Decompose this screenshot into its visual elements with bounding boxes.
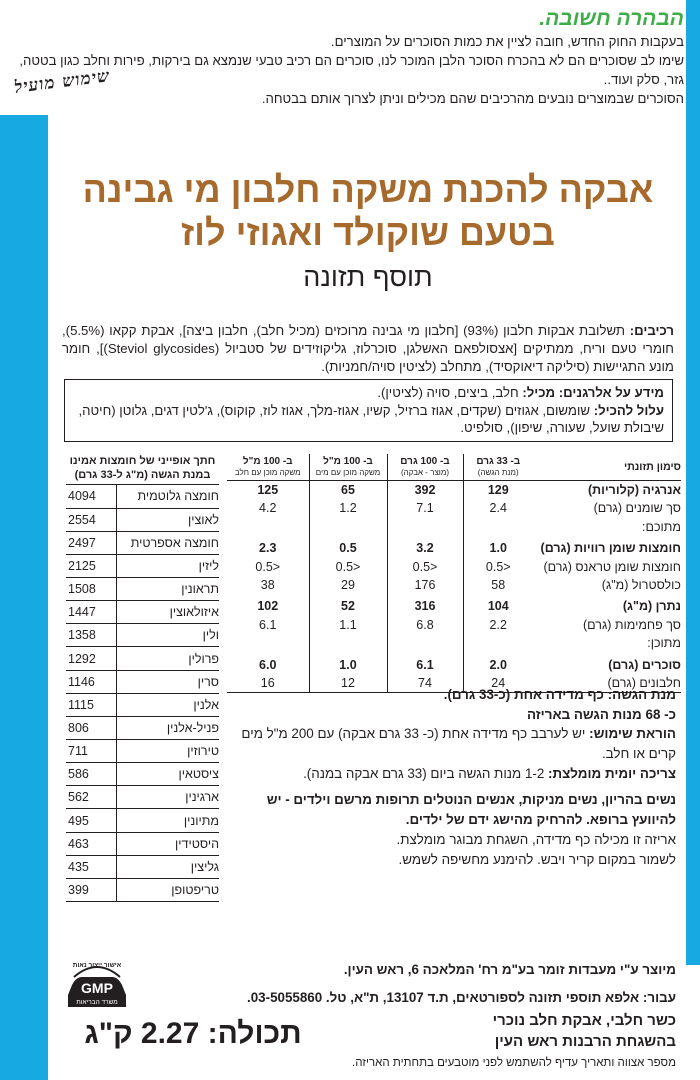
amino-value: 463 — [66, 832, 116, 855]
nutrient-value: 2.0 — [463, 653, 533, 674]
nutrient-value — [387, 634, 463, 652]
kosher-info — [330, 1010, 676, 1052]
allergen-box — [64, 379, 673, 442]
product-subtitle: תוסף תזונה — [303, 262, 433, 292]
warning — [236, 790, 676, 870]
amino-row — [66, 786, 219, 809]
amino-name: איזולאוצין — [116, 601, 219, 624]
amino-name: חומצה אספרטית — [116, 531, 219, 554]
nutrient-value: 1.1 — [309, 616, 387, 634]
amino-name: פרולין — [116, 647, 219, 670]
allergen-may-label: עלול להכיל: — [593, 402, 664, 418]
amino-name: חומצה גלוטמית — [116, 485, 219, 508]
product-title — [60, 168, 676, 254]
serving-size: מנת הגשה: כף מדידה אחת (כ-33 גרם). — [443, 687, 676, 702]
amino-row — [66, 832, 219, 855]
amino-row — [66, 485, 219, 508]
kosher-line-2: בהשגחת הרבנות ראש העין — [494, 1033, 676, 1050]
nutrient-value: <0.5 — [255, 559, 281, 574]
nutrient-name: נתרן (מ"ג) — [622, 599, 681, 614]
signature: שימוש מועיל — [13, 66, 112, 98]
gmp-mark: GMP — [81, 980, 113, 996]
notice-line-1: בעקבות החוק החדש, חובה לציין את כמות הסוכרים על המוצרים. — [330, 34, 684, 49]
nutrient-value: 6.0 — [259, 657, 277, 672]
amino-row — [66, 508, 219, 531]
amino-heading: חתך אופייני של חומצות אמינו במנת הגשה (מ"ג ל-33 גרם) — [66, 454, 219, 485]
amino-row — [66, 578, 219, 601]
amino-value: 562 — [66, 786, 116, 809]
warning-line-1: אריזה זו מכילה כף מדידה, השגחת מבוגר מומלצת. — [396, 832, 676, 847]
amino-name: לאוצין — [116, 508, 219, 531]
nutrient-name: חלבונים (גרם) — [533, 674, 681, 693]
nutrient-name: אנרגיה (קלוריות) — [587, 483, 681, 497]
nutrient-name: סך שומנים (גרם) — [593, 501, 681, 516]
amino-row — [66, 716, 219, 739]
nutrient-value: 316 — [387, 594, 463, 615]
allergen-contains-label: מידע על אלרגנים: מכיל: — [522, 385, 664, 400]
nutrient-value: 65 — [309, 481, 387, 500]
nutrient-value: <0.5 — [463, 558, 533, 576]
daily-label: צריכה יומית מומלצת: — [548, 765, 676, 781]
nutrient-value: 392 — [387, 481, 463, 500]
amino-name: טריפטופן — [116, 878, 219, 901]
nutrition-row — [227, 653, 681, 674]
nutrition-row — [227, 576, 681, 594]
nutrient-value: 1.2 — [309, 499, 387, 517]
nutrient-value: 1.0 — [309, 653, 387, 674]
amino-value: 2497 — [66, 531, 116, 554]
made-by: מיוצר ע"י מעבדות זומר בע"מ רח' המלאכה 6, ראש העין. — [343, 962, 676, 977]
notice-title: הבהרה חשובה. — [539, 7, 684, 30]
nutrition-row — [227, 634, 681, 652]
amino-name: מתיונין — [116, 809, 219, 832]
daily-text: 1-2 מנות הגשה ביום (33 גרם אבקה במנה). — [303, 765, 545, 781]
amino-acid-table — [66, 454, 219, 902]
nutrition-row — [227, 616, 681, 634]
nutrient-value: 2.3 — [259, 541, 277, 556]
nutrition-col-100g: ב- 100 גרם (מוצר - אבקה) — [387, 454, 463, 481]
amino-row — [66, 693, 219, 716]
nutrient-value: 74 — [387, 674, 463, 693]
nutrient-value: 29 — [309, 576, 387, 594]
nutrient-value — [309, 634, 387, 652]
nutrition-header-name: סימון תזונתי — [533, 454, 681, 481]
decorative-frame-left — [0, 115, 48, 1080]
nutrient-value: 0.5 — [309, 536, 387, 557]
packed-for: אלפא תוספי תזונה לספורטאים, ת.ד 13107, ת"א, טל. 03-5055860. — [246, 990, 640, 1005]
ingredients — [62, 322, 674, 376]
nutrition-col-water: ב- 100 מ"ל משקה מוכן עם מים — [309, 454, 387, 481]
nutrient-value: 4.2 — [259, 501, 277, 516]
nutrient-name: חומצות שומן רוויות (גרם) — [540, 541, 681, 556]
nutrition-col-serving: ב- 33 גרם (מנת הגשה) — [463, 454, 533, 481]
amino-name: תראונין — [116, 578, 219, 601]
notice-line-2: שימו לב שסוכרים הם לא בהכרח הסוכר הלבן המוכר לנו, סוכרים הם רכיב טבעי שנמצא גם בירקות, פירות וחלב כגון בטטה, גזר, סלק ועוד.. — [19, 53, 684, 87]
allergen-contains-text: חלב, ביצים, סויה (לציטין). — [377, 385, 519, 400]
directions — [236, 685, 676, 784]
amino-row — [66, 554, 219, 577]
nutrient-name: מתוכם: — [642, 519, 681, 534]
amino-value: 1508 — [66, 578, 116, 601]
ingredients-label: רכיבים: — [629, 323, 674, 338]
decorative-frame-right — [686, 0, 700, 965]
nutrient-value: 38 — [260, 578, 275, 593]
amino-value: 1146 — [66, 670, 116, 693]
amino-name: ציסטאין — [116, 763, 219, 786]
nutrient-value — [227, 518, 309, 536]
amino-value: 1292 — [66, 647, 116, 670]
nutrition-table — [227, 454, 681, 693]
nutrient-value — [387, 518, 463, 536]
amino-value: 2125 — [66, 554, 116, 577]
important-notice — [10, 6, 684, 108]
nutrition-row — [227, 536, 681, 557]
nutrition-row — [227, 518, 681, 536]
notice-line-3: הסוכרים שבמוצרים נובעים מהרכיבים שהם מכילים וניתן לצרוך אותם בבטחה. — [261, 91, 684, 106]
amino-name: אלנין — [116, 693, 219, 716]
amino-row — [66, 647, 219, 670]
product-title-line-1: אבקה להכנת משקה חלבון מי גבינה — [82, 169, 654, 210]
nutrition-row — [227, 499, 681, 517]
amino-row — [66, 763, 219, 786]
nutrient-name: כולסטרול (מ"ג) — [601, 578, 681, 593]
nutrient-value: 129 — [463, 481, 533, 500]
nutrient-value — [227, 634, 309, 652]
nutrition-row — [227, 481, 681, 500]
amino-value: 435 — [66, 855, 116, 878]
nutrient-name: מתוכן: — [647, 636, 681, 651]
amino-row — [66, 670, 219, 693]
net-weight: תכולה: 2.27 ק"ג — [84, 1017, 302, 1050]
amino-name: ארגינין — [116, 786, 219, 809]
nutrition-row — [227, 558, 681, 576]
allergen-may-text: שומשום, אגוזים (שקדים, אגוז ברזיל, קשיו, אגוז-מלך, אגוז לוז, קוקוס), ג'לטין דגים, גלוטן (חיטה, שיבולת שועל, שעורה, שיפון), סולפיט. — [78, 402, 664, 435]
nutrient-value: <0.5 — [309, 558, 387, 576]
amino-name: היסטידין — [116, 832, 219, 855]
nutrient-value: 16 — [227, 674, 309, 693]
amino-row — [66, 809, 219, 832]
nutrient-value — [463, 518, 533, 536]
amino-name: פניל-אלנין — [116, 716, 219, 739]
nutrition-row — [227, 594, 681, 615]
nutrient-value: 12 — [309, 674, 387, 693]
amino-row — [66, 878, 219, 901]
nutrient-value: 104 — [463, 594, 533, 615]
nutrient-value: 125 — [257, 483, 279, 497]
amino-name: ליזין — [116, 554, 219, 577]
nutrient-value: 102 — [257, 599, 279, 614]
nutrient-value: 58 — [463, 576, 533, 594]
amino-name: גליצין — [116, 855, 219, 878]
amino-row — [66, 624, 219, 647]
nutrient-value: 6.1 — [387, 653, 463, 674]
nutrient-value: <0.5 — [387, 558, 463, 576]
amino-name: ולין — [116, 624, 219, 647]
nutrient-value: 6.8 — [387, 616, 463, 634]
amino-value: 399 — [66, 878, 116, 901]
amino-value: 1115 — [66, 693, 116, 716]
nutrient-value — [463, 634, 533, 652]
nutrient-value: 7.1 — [387, 499, 463, 517]
amino-row — [66, 601, 219, 624]
batch-expiry-note: מספר אצווה ותאריך עדיף להשתמש לפני מוטבעים בתחתית האריזה. — [352, 1057, 676, 1069]
nutrient-value: 2.2 — [463, 616, 533, 634]
packed-label: עבור: — [642, 990, 676, 1005]
gmp-top-text: אישור ייצור נאות — [72, 962, 122, 969]
nutrient-name: סך פחמימות (גרם) — [583, 617, 681, 632]
usage-label: הוראת שימוש: — [589, 726, 676, 742]
amino-value: 4094 — [66, 485, 116, 508]
amino-name: סרין — [116, 670, 219, 693]
amino-row — [66, 855, 219, 878]
amino-value: 586 — [66, 763, 116, 786]
amino-value: 1447 — [66, 601, 116, 624]
amino-value: 495 — [66, 809, 116, 832]
amino-row — [66, 531, 219, 554]
nutrient-name: סוכרים (גרם) — [608, 657, 681, 672]
amino-value: 2554 — [66, 508, 116, 531]
servings-count: כ- 68 מנות הגשה באריזה — [527, 706, 676, 722]
gmp-seal-icon — [66, 955, 128, 1011]
gmp-bottom-text: משרד הבריאות — [76, 999, 118, 1006]
nutrient-value: 6.1 — [259, 617, 277, 632]
nutrient-name: חומצות שומן טראנס (גרם) — [543, 559, 681, 574]
nutrient-value: 52 — [309, 594, 387, 615]
amino-value: 711 — [66, 740, 116, 763]
kosher-line-1: כשר חלבי, אבקת חלב נוכרי — [492, 1012, 676, 1029]
nutrient-value: 176 — [387, 576, 463, 594]
amino-row — [66, 740, 219, 763]
manufacturer — [140, 956, 676, 1012]
amino-value: 1358 — [66, 624, 116, 647]
nutrient-value: 3.2 — [387, 536, 463, 557]
nutrient-value — [309, 518, 387, 536]
warning-bold: נשים בהריון, נשים מניקות, אנשים הנוטלים תרופות מרשם וילדים - יש להיוועץ ברופא. להרחיק מהישג ידם של ילדים. — [266, 792, 676, 827]
nutrition-col-milk: ב- 100 מ"ל משקה מוכן עם חלב — [227, 454, 309, 481]
warning-line-2: לשמור במקום קריר ויבש. להימנע מחשיפה לשמש. — [398, 852, 676, 867]
usage-text: יש לערבב כף מדידה אחת (כ- 33 גרם אבקה) עם 200 מ"ל מים קרים או חלב. — [241, 726, 676, 762]
ingredients-text: תשלובת אבקות חלבון (93%) [חלבון מי גבינה מרוכזים (מכיל חלב), חלבון ביצה], אבקת קקאו (5.5%), חומרי טעם וריח, ממתיקים [אצסולפאם האשלגן, סוכרלוז, גליקוזידים של סטביול (Steviol glycosides)], חומר מונע התגיישות (סיליקה דיאוקסיד), מתחלב (לציטין סויה/חמניות). — [62, 323, 674, 374]
amino-value: 806 — [66, 716, 116, 739]
nutrient-value: 24 — [463, 674, 533, 693]
nutrient-value: 2.4 — [463, 499, 533, 517]
product-title-line-2: בטעם שוקולד ואגוזי לוז — [181, 212, 555, 253]
nutrient-value: 1.0 — [463, 536, 533, 557]
amino-name: טירוזין — [116, 740, 219, 763]
